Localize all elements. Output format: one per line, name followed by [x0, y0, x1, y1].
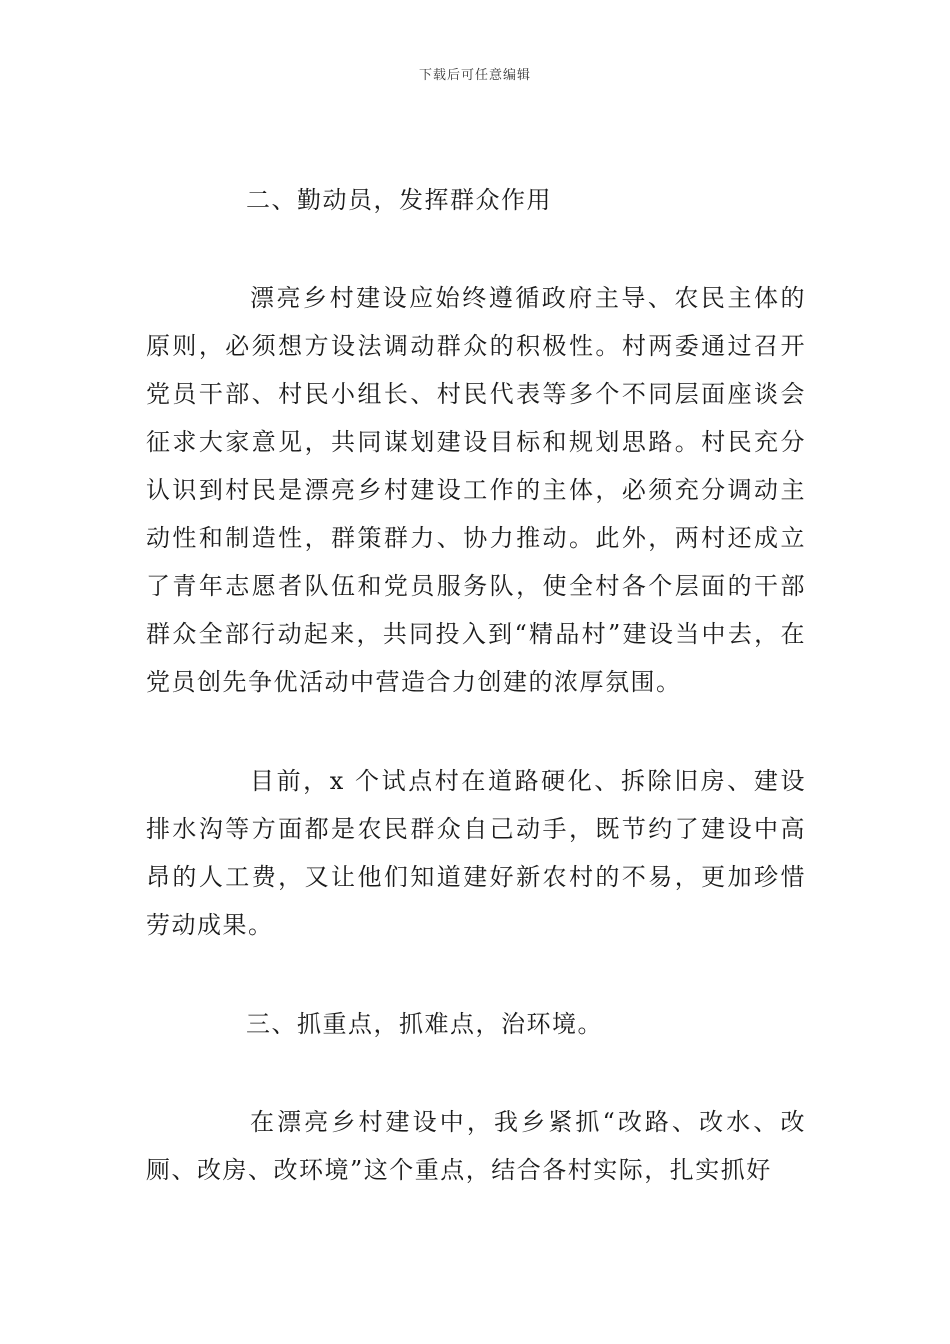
section-heading-2: 二、勤动员，发挥群众作用	[246, 186, 552, 214]
paragraph-key-points: 在漂亮乡村建设中，我乡紧抓“改路、改水、改厕、改房、改环境”这个重点，结合各村实际，扎实抓好	[146, 1108, 806, 1184]
paragraph-mobilization: 漂亮乡村建设应始终遵循政府主导、农民主体的原则，必须想方设法调动群众的积极性。村两委通过召开党员干部、村民小组长、村民代表等多个不同层面座谈会征求大家意见，共同谋划建设目标和规划思路。村民充分认识到村民是漂亮乡村建设工作的主体，必须充分调动主动性和制造性，群策群力、协力推动。此外，两村还成立了青年志愿者队伍和党员服务队，使全村各个层面的干部群众全部行动起来，共同投入到“精品村”建设当中去，在党员创先争优活动中营造合力创建的浓厚氛围。	[146, 284, 806, 696]
page-header: 下载后可任意编辑	[418, 68, 531, 83]
paragraph-current-status: 目前，x 个试点村在道路硬化、拆除旧房、建设排水沟等方面都是农民群众自己动手，既节约了建设中高昂的人工费，又让他们知道建好新农村的不易，更加珍惜劳动成果。	[146, 767, 806, 939]
document-body	[146, 176, 806, 1194]
section-heading-3: 三、抓重点，抓难点，治环境。	[246, 1010, 603, 1038]
